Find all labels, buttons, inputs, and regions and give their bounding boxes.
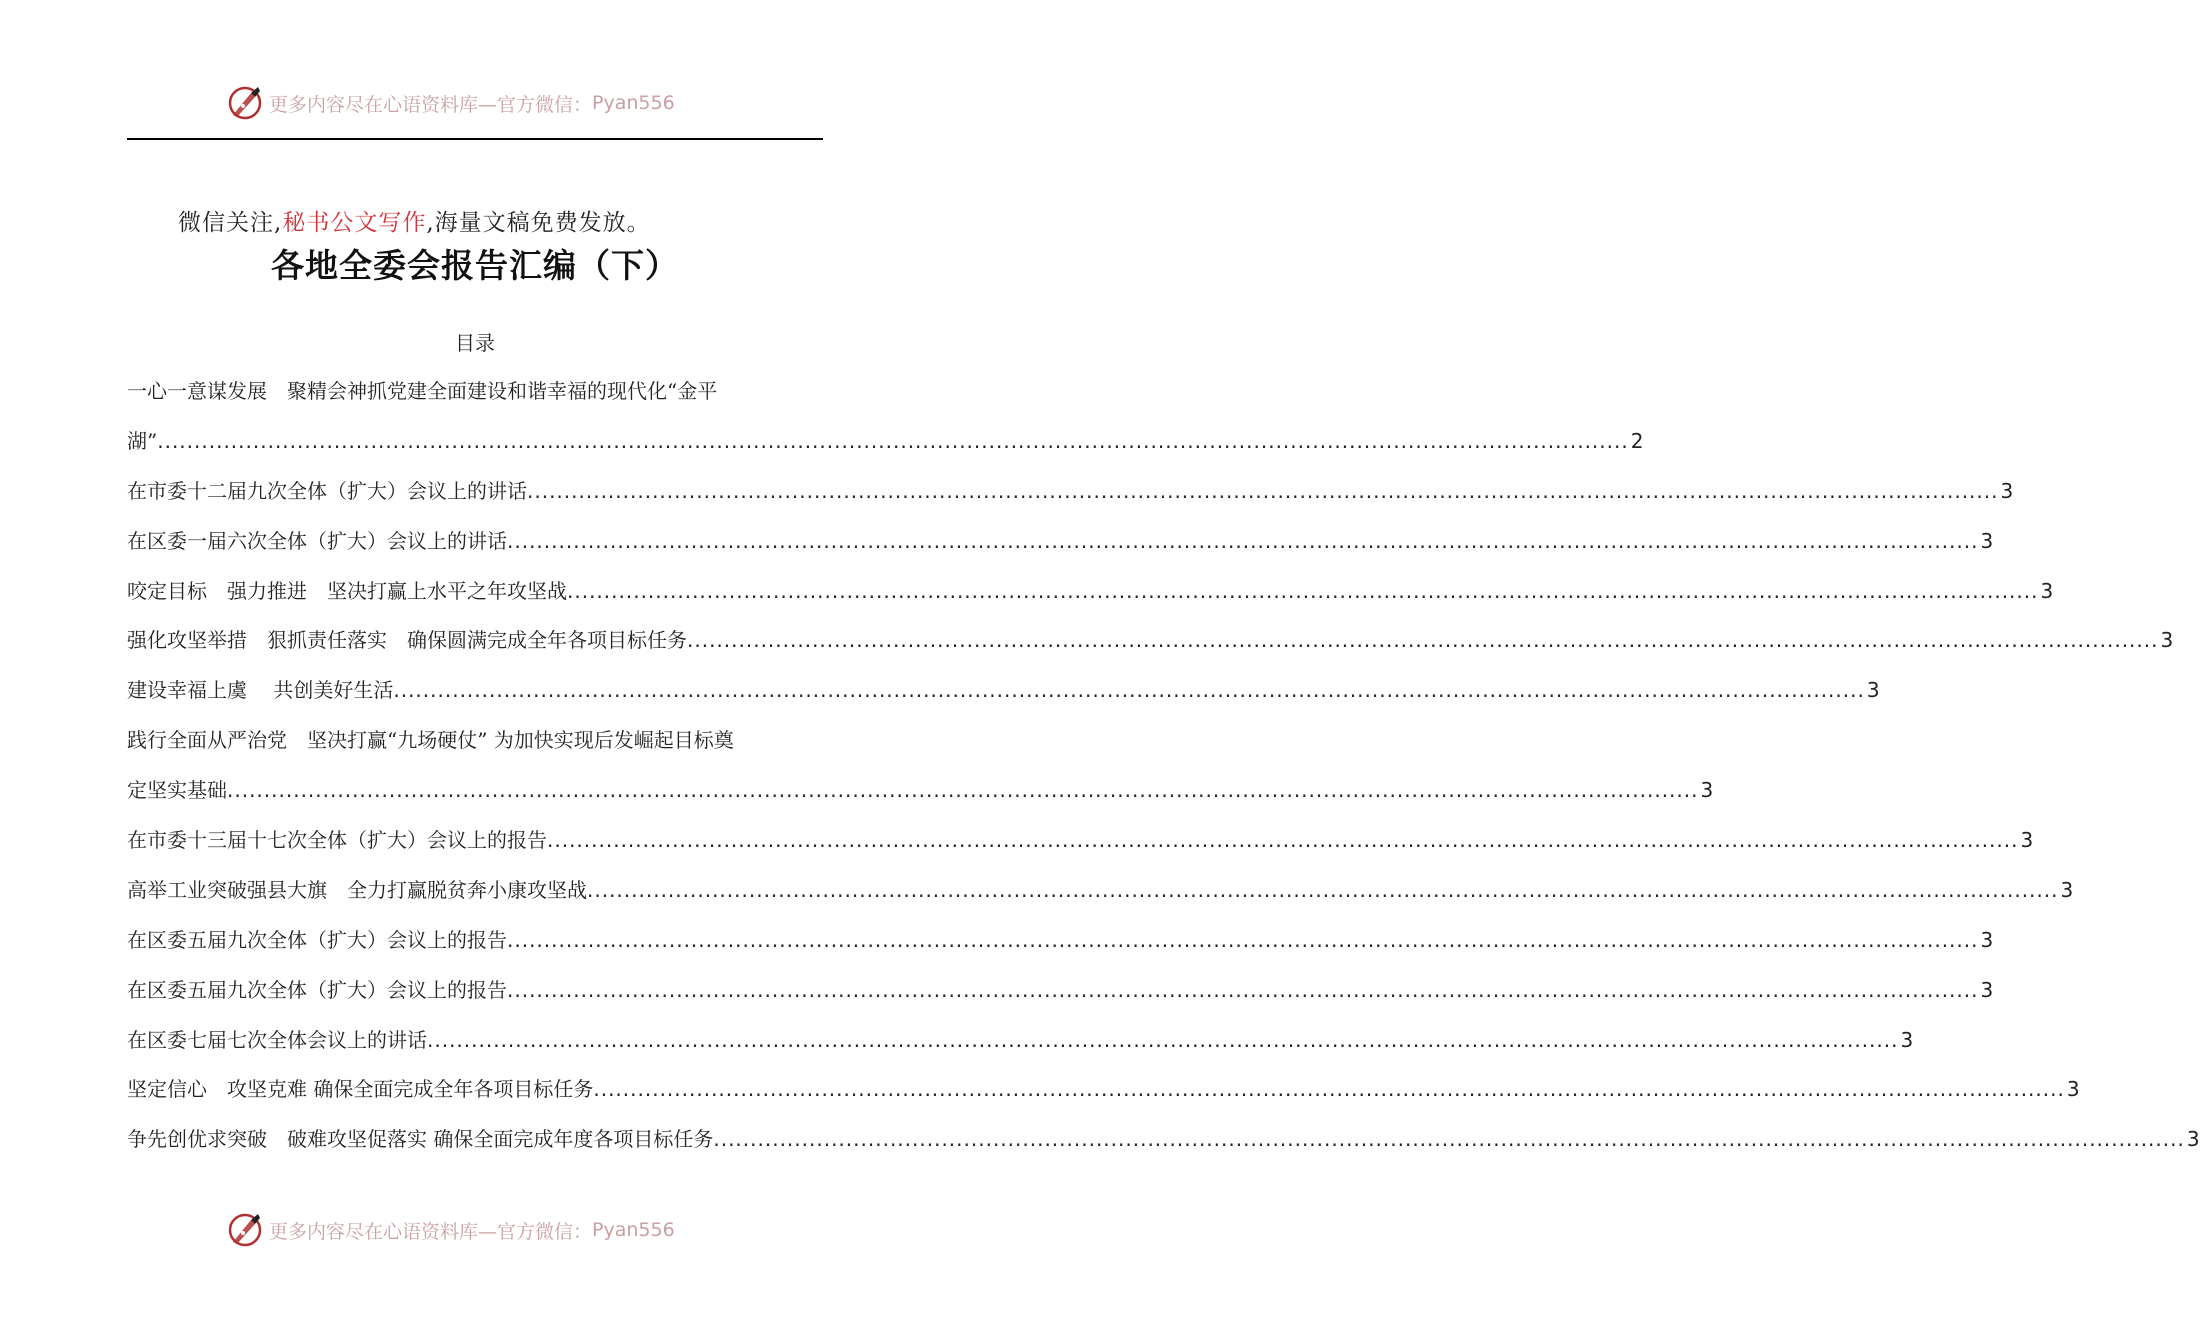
- promo-prefix: 微信关注,: [178, 210, 283, 236]
- footer-banner: [0, 1205, 950, 1255]
- toc-page-number: 3: [2160, 628, 2174, 653]
- toc-dot-leader: ........................................................................................................................................................................................................: [507, 528, 1979, 553]
- toc-entry-title: 在区委一届六次全体（扩大）会议上的讲话: [127, 528, 507, 553]
- toc-heading: 目录: [455, 331, 495, 355]
- toc-page-number: 3: [2000, 478, 2014, 503]
- toc-entry[interactable]: [127, 966, 1994, 1016]
- toc-page-number: 3: [1900, 1027, 1914, 1052]
- toc-entry-title: 咬定目标 强力推进 坚决打赢上水平之年攻坚战: [127, 578, 567, 603]
- toc-entry-title: 在市委十三届十七次全体（扩大）会议上的报告: [127, 828, 547, 853]
- toc-entry[interactable]: [127, 916, 1994, 966]
- banner-text: 更多内容尽在心语资料库—官方微信：: [269, 93, 593, 116]
- toc-entry[interactable]: [127, 517, 1994, 567]
- toc-entry-title: 建设幸福上虞 共创美好生活: [127, 678, 394, 703]
- toc-entry[interactable]: [127, 1016, 1914, 1066]
- promo-highlight: 秘书公文写作: [282, 210, 427, 236]
- promo-suffix: ,海量文稿免费发放。: [426, 210, 651, 236]
- toc-page-number: 3: [1980, 927, 1994, 952]
- table-of-contents: [127, 367, 2200, 1165]
- toc-entry-title: 争先创优求突破 破难攻坚促落实 确保全面完成年度各项目标任务: [127, 1127, 714, 1152]
- toc-entry[interactable]: [127, 816, 2034, 866]
- toc-entry[interactable]: [127, 1065, 2080, 1115]
- toc-dot-leader: ........................................................................................................................................................................................................: [593, 1077, 2065, 1102]
- toc-entry[interactable]: [127, 367, 833, 417]
- pen-nib-circle-icon: [225, 83, 265, 123]
- toc-page-number: 2: [1630, 428, 1644, 453]
- banner-wechat-id: Pyan556: [592, 92, 675, 114]
- banner-wechat-id: Pyan556: [592, 1219, 675, 1241]
- toc-entry[interactable]: [127, 1115, 2200, 1165]
- toc-entry[interactable]: [127, 616, 2174, 666]
- toc-dot-leader: ........................................................................................................................................................................................................: [713, 1127, 2185, 1152]
- toc-dot-leader: ........................................................................................................................................................................................................: [227, 778, 1699, 803]
- toc-entry[interactable]: [127, 666, 1880, 716]
- toc-dot-leader: ........................................................................................................................................................................................................: [427, 1027, 1899, 1052]
- header-banner: [0, 78, 950, 128]
- toc-page-number: 3: [2020, 828, 2034, 853]
- toc-dot-leader: ........................................................................................................................................................................................................: [687, 628, 2159, 653]
- pen-nib-circle-icon: [225, 1210, 265, 1250]
- toc-entry-title: 湖”: [127, 428, 158, 453]
- toc-page-number: 3: [2186, 1127, 2200, 1152]
- toc-entry[interactable]: [127, 866, 2074, 916]
- header-divider: [127, 138, 823, 140]
- toc-entry-title: 定坚实基础: [127, 778, 227, 803]
- toc-page-number: 3: [2040, 578, 2054, 603]
- toc-entry-title: 在区委五届九次全体（扩大）会议上的报告: [127, 977, 507, 1002]
- banner-text: 更多内容尽在心语资料库—官方微信：: [269, 1220, 593, 1243]
- toc-entry[interactable]: [127, 417, 1644, 467]
- toc-entry-title: 在市委十二届九次全体（扩大）会议上的讲话: [127, 478, 527, 503]
- toc-entry-title: 一心一意谋发展 聚精会神抓党建全面建设和谐幸福的现代化“金平: [127, 379, 718, 403]
- toc-entry-title: 强化攻坚举措 狠抓责任落实 确保圆满完成全年各项目标任务: [127, 628, 687, 653]
- toc-entry-title: 高举工业突破强县大旗 全力打赢脱贫奔小康攻坚战: [127, 877, 587, 902]
- toc-entry-title: 在区委七届七次全体会议上的讲话: [127, 1027, 427, 1052]
- toc-dot-leader: ........................................................................................................................................................................................................: [527, 478, 1999, 503]
- toc-entry[interactable]: [127, 567, 2054, 617]
- toc-entry-title: 坚定信心 攻坚克难 确保全面完成全年各项目标任务: [127, 1077, 594, 1102]
- toc-page-number: 3: [1980, 528, 1994, 553]
- toc-dot-leader: ........................................................................................................................................................................................................: [393, 678, 1865, 703]
- promo-line: [178, 204, 651, 237]
- toc-dot-leader: ........................................................................................................................................................................................................: [587, 877, 2059, 902]
- document-title: 各地全委会报告汇编（下）: [271, 246, 679, 285]
- toc-dot-leader: ........................................................................................................................................................................................................: [507, 977, 1979, 1002]
- toc-entry[interactable]: [127, 716, 833, 766]
- toc-page-number: 3: [1980, 977, 1994, 1002]
- toc-page-number: 3: [2066, 1077, 2080, 1102]
- toc-page-number: 3: [1700, 778, 1714, 803]
- toc-entry[interactable]: [127, 467, 2014, 517]
- toc-entry-title: 践行全面从严治党 坚决打赢“九场硬仗” 为加快实现后发崛起目标奠: [127, 728, 734, 753]
- toc-entry[interactable]: [127, 766, 1714, 816]
- toc-page-number: 3: [2060, 877, 2074, 902]
- toc-page-number: 3: [1866, 678, 1880, 703]
- toc-dot-leader: ........................................................................................................................................................................................................: [507, 927, 1979, 952]
- toc-entry-title: 在区委五届九次全体（扩大）会议上的报告: [127, 927, 507, 952]
- toc-dot-leader: ........................................................................................................................................................................................................: [157, 428, 1629, 453]
- toc-dot-leader: ........................................................................................................................................................................................................: [567, 578, 2039, 603]
- toc-dot-leader: ........................................................................................................................................................................................................: [547, 828, 2019, 853]
